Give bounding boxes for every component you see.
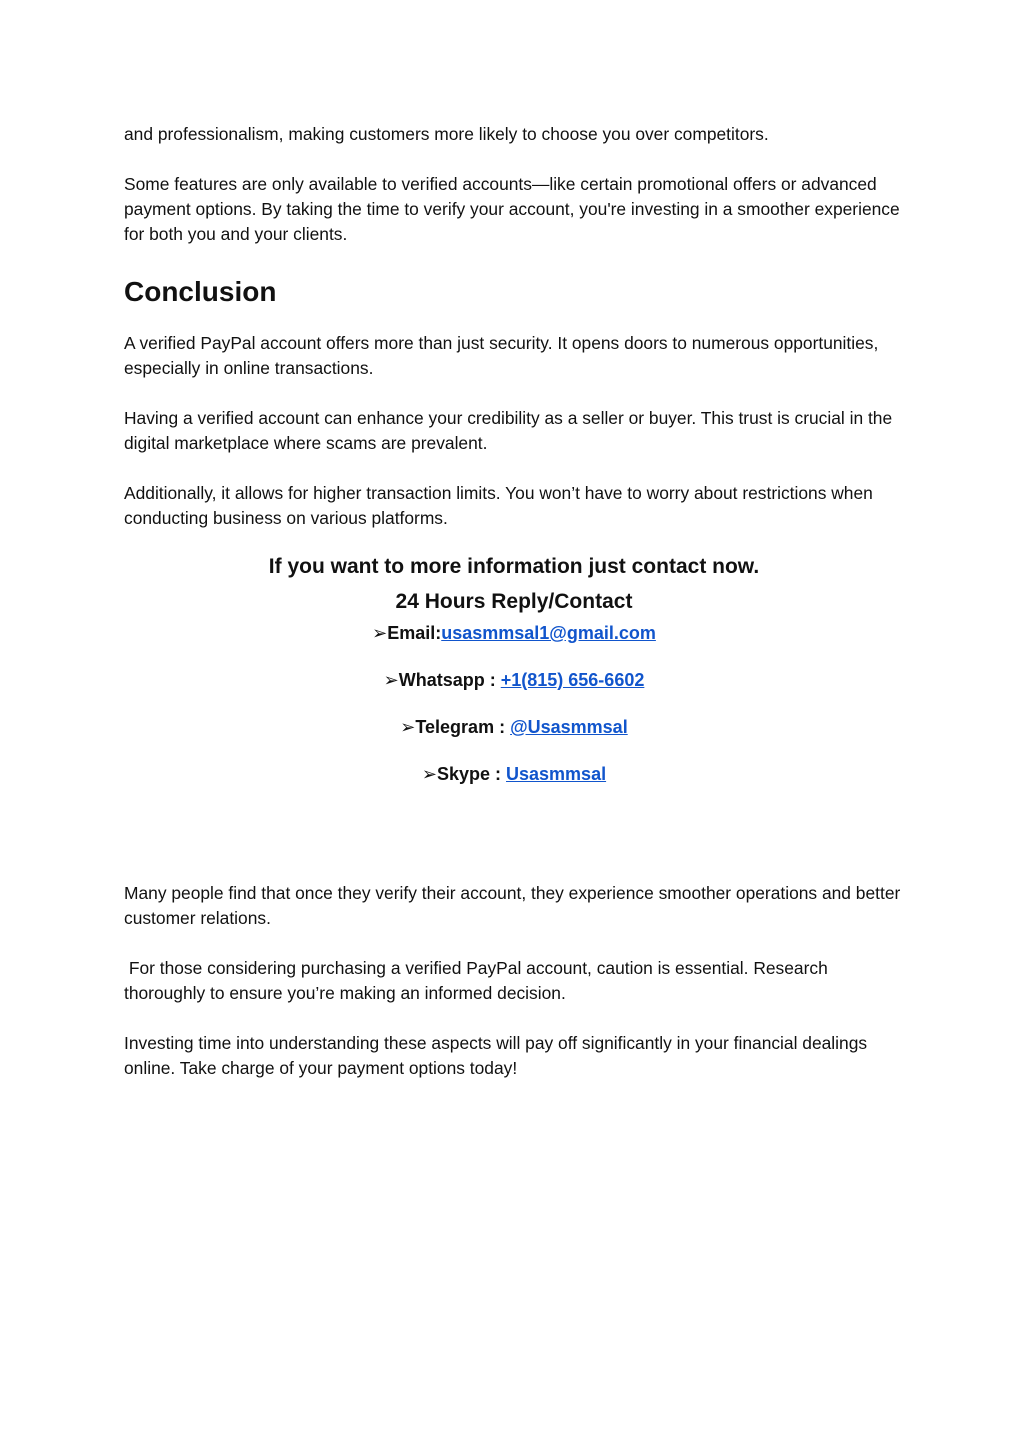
whatsapp-label: Whatsapp : <box>398 670 501 690</box>
paragraph-professionalism: and professionalism, making customers more likely to choose you over competitors. <box>124 124 769 144</box>
paragraph-verified-offers: A verified PayPal account offers more than just security. It opens doors to numerous opportunities, especially in online transactions. <box>124 333 884 378</box>
paragraph-smoother-operations: Many people find that once they verify their account, they experience smoother operations and better customer relations. <box>124 883 906 928</box>
email-label: Email: <box>387 623 442 643</box>
arrow-icon: ➢ <box>400 717 416 738</box>
contact-telegram <box>124 715 904 740</box>
paragraph-transaction-limits: Additionally, it allows for higher transaction limits. You won’t have to worry about restrictions when conducting business on various platforms. <box>124 483 878 528</box>
paragraph-credibility: Having a verified account can enhance your credibility as a seller or buyer. This trust is crucial in the digital marketplace where scams are prevalent. <box>124 408 897 453</box>
spacer <box>124 809 904 881</box>
arrow-icon: ➢ <box>421 764 437 785</box>
contact-whatsapp <box>124 668 904 693</box>
telegram-label: Telegram : <box>415 717 511 737</box>
heading-conclusion: Conclusion <box>124 276 277 307</box>
skype-label: Skype : <box>436 764 507 784</box>
arrow-icon: ➢ <box>383 670 399 691</box>
skype-link[interactable]: Usasmmsal <box>506 764 607 784</box>
whatsapp-link[interactable]: +1(815) 656-6602 <box>500 670 645 690</box>
contact-subtitle: 24 Hours Reply/Contact <box>395 590 633 613</box>
contact-email <box>124 621 904 646</box>
paragraph-investing-time: Investing time into understanding these aspects will pay off significantly in your financial dealings online. Take charge of your payment options today! <box>124 1033 872 1078</box>
contact-skype <box>124 762 904 787</box>
contact-title: If you want to more information just contact now. <box>268 555 760 578</box>
document-content <box>124 122 904 1106</box>
telegram-link[interactable]: @Usasmmsal <box>510 717 628 737</box>
email-link[interactable]: usasmmsal1@gmail.com <box>441 623 656 643</box>
arrow-icon: ➢ <box>372 623 388 644</box>
paragraph-verified-features: Some features are only available to verified accounts—like certain promotional offers or advanced payment options. By taking the time to verify your account, you're investing in a smoother experience for both you and your clients. <box>124 174 905 244</box>
paragraph-caution: For those considering purchasing a verified PayPal account, caution is essential. Research thoroughly to ensure you’re making an informed decision. <box>124 958 833 1003</box>
contact-block <box>124 549 904 787</box>
